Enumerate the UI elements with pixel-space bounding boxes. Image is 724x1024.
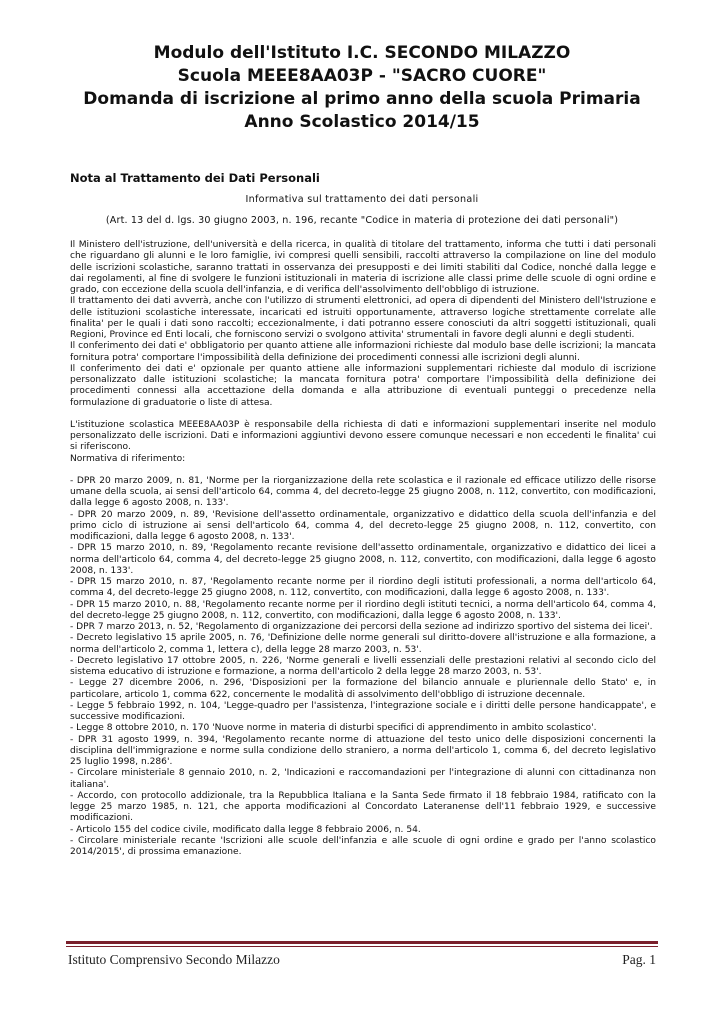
reference-item: - DPR 31 agosto 1999, n. 394, 'Regolamento recante norme di attuazione del testo unico delle disposizioni concernenti la disciplina dell'immigrazione e norme sulla condizione dello straniero, a norma dell'articolo 1, comma 6, del decreto legislativo 25 luglio 1998, n.286'. xyxy=(70,734,656,767)
privacy-notice-article: (Art. 13 del d. lgs. 30 giugno 2003, n. 196, recante "Codice in materia di protezione dei dati personali") xyxy=(105,215,619,226)
footer-divider xyxy=(66,941,658,944)
document-body xyxy=(70,240,656,858)
reference-item: - DPR 20 marzo 2009, n. 81, 'Norme per la riorganizzazione della rete scolastica e il razionale ed efficace utilizzo delle risorse umane della scuola, ai sensi dell'articolo 64, comma 4, del decreto-legge 25 giugno 2008, n. 112, convertito, con modificazioni, dalla legge 6 agosto 2008, n. 133'. xyxy=(70,475,656,509)
section-heading: Nota al Trattamento dei Dati Personali xyxy=(70,171,320,185)
reference-item: - DPR 20 marzo 2009, n. 89, 'Revisione dell'assetto ordinamentale, organizzativo e didattico della scuola dell'infanzia e del primo ciclo di istruzione ai sensi dell'articolo 64, comma 4, del decreto-legge 25 giugno 2008, n. 112, convertito, con modificazioni, dalla legge 6 agosto 2008, n. 133'. xyxy=(70,509,656,542)
reference-item: - DPR 15 marzo 2010, n. 89, 'Regolamento recante revisione dell'assetto ordinamentale, organizzativo e didattico dei licei a norma dell'articolo 64, comma 4, del decreto-legge 25 giugno 2008, n. 112, convertito, con modificazioni, dalla legge 6 agosto 2008, n. 133'. xyxy=(70,543,656,576)
header-school-year: Anno Scolastico 2014/15 xyxy=(244,112,480,132)
paragraph-ministry: Il Ministero dell'istruzione, dell'università e della ricerca, in qualità di titolare del trattamento, informa che tutti i dati personali che riguardano gli alunni e le loro famiglie, ivi compresi quelli sensibili, raccolti attraverso la compilazione on line del modulo delle iscrizioni scolastiche, saranno trattati in osservanza dei presupposti e dei limiti stabiliti dal Codice, nonché dalla legge e dai regolamenti, al fine di svolgere le funzioni istituzionali in materia di iscrizione alle classi prime delle scuole di ogni ordine e grado, con eccezione della scuola dell'infanzia, e di verifica dell'assolvimento dell'obbligo di istruzione. xyxy=(70,240,656,295)
reference-item: - DPR 15 marzo 2010, n. 87, 'Regolamento recante norme per il riordino degli istituti professionali, a norma dell'articolo 64, comma 4, del decreto-legge 25 giugno 2008, n. 112, convertito, con modificazioni, dalla legge 6 agosto 2008, n. 133'. xyxy=(70,577,656,599)
footer-institute-name: Istituto Comprensivo Secondo Milazzo xyxy=(68,952,280,967)
reference-item: - Articolo 155 del codice civile, modificato dalla legge 8 febbraio 2006, n. 54. xyxy=(70,824,421,835)
spacer xyxy=(70,409,656,420)
reference-item: - DPR 7 marzo 2013, n. 52, 'Regolamento di organizzazione dei percorsi della sezione ad indirizzo sportivo del sistema dei licei'. xyxy=(70,622,653,632)
reference-item: - Legge 5 febbraio 1992, n. 104, 'Legge-quadro per l'assistenza, l'integrazione sociale e i diritti delle persone handicappate', e successive modificazioni. xyxy=(70,700,656,722)
reference-item: - DPR 15 marzo 2010, n. 88, 'Regolamento recante norme per il riordino degli istituti tecnici, a norma dell'articolo 64, comma 4, del decreto-legge 25 giugno 2008, n. 112, convertito, con modificazioni, dalla legge 6 agosto 2008, n. 133'. xyxy=(70,599,656,621)
document-header xyxy=(60,42,664,134)
header-school-code: Scuola MEEE8AA03P - "SACRO CUORE" xyxy=(177,66,547,86)
reference-item: - Legge 8 ottobre 2010, n. 170 'Nuove norme in materia di disturbi specifici di apprendimento in ambito scolastico'. xyxy=(70,723,597,734)
paragraph-mandatory-data: Il conferimento dei dati e' obbligatorio per quanto attiene alle informazioni richieste dal modulo base delle iscrizioni; la mancata fornitura potra' comportare l'impossibilità della definizione dei procedimenti connessi alle iscrizioni degli alunni. xyxy=(70,341,656,363)
reference-item: - Decreto legislativo 15 aprile 2005, n. 76, 'Definizione delle norme generali sul diritto-dovere all'istruzione e alla formazione, a norma dell'articolo 2, comma 1, lettera c), della legge 28 marzo 2003, n. 53'. xyxy=(70,633,656,655)
header-school-module: Modulo dell'Istituto I.C. SECONDO MILAZZO xyxy=(153,43,571,63)
reference-item: - Accordo, con protocollo addizionale, tra la Repubblica Italiana e la Santa Sede firmato il 18 febbraio 1984, ratificato con la legge 25 marzo 1985, n. 121, che apporta modificazioni al Concordato Lateranense dell'11 febbraio 1929, e successive modificazioni. xyxy=(70,790,656,824)
footer-page-number: Pag. 1 xyxy=(622,952,656,967)
paragraph-school-responsibility: L'istituzione scolastica MEEE8AA03P è responsabile della richiesta di dati e informazioni supplementari inserite nel modulo personalizzato delle iscrizioni. Dati e informazioni aggiuntivi devono essere comunque necessari e non eccedenti le finalita' cui si riferiscono. xyxy=(70,419,656,453)
reference-item: - Decreto legislativo 17 ottobre 2005, n. 226, 'Norme generali e livelli essenziali delle prestazioni relativi al secondo ciclo del sistema educativo di istruzione e formazione, a norma dell'articolo 2 della legge 28 marzo 2003, n. 53'. xyxy=(70,655,656,677)
spacer xyxy=(70,465,656,476)
references-label: Normativa di riferimento: xyxy=(70,453,186,464)
paragraph-optional-data: Il conferimento dei dati e' opzionale per quanto attiene alle informazioni supplementari richieste dal modulo di iscrizione personalizzato dalle istituzioni scolastiche; la mancata fornitura potra' comportare l'impossibilità della definizione dei procedimenti connessi alla accettazione della domanda e alla attribuzione di eventuali punteggi o precedenze nella formulazione di graduatorie o liste di attesa. xyxy=(70,363,656,408)
footer-divider-thin xyxy=(66,946,658,947)
reference-item: - Circolare ministeriale recante 'Iscrizioni alle scuole dell'infanzia e alle scuole di ogni ordine e grado per l'anno scolastico 2014/2015', di prossima emanazione. xyxy=(70,835,656,857)
header-application-title: Domanda di iscrizione al primo anno della scuola Primaria xyxy=(83,89,641,109)
privacy-notice-title: Informativa sul trattamento dei dati personali xyxy=(245,194,479,205)
reference-item: - Circolare ministeriale 8 gennaio 2010, n. 2, 'Indicazioni e raccomandazioni per l'integrazione di alunni con cittadinanza non italiana'. xyxy=(70,768,656,790)
paragraph-processing: Il trattamento dei dati avverrà, anche con l'utilizzo di strumenti elettronici, ad opera di dipendenti del Ministero dell'Istruzione e delle istituzioni scolastiche interessate, incaricati ed istruiti opportunamente, attraverso logiche strettamente correlate alle finalita' per le quali i dati sono raccolti; eccezionalmente, i dati potranno essere conosciuti da altri soggetti istituzionali, quali Regioni, Province ed Enti locali, che forniscono servizi o svolgono attivita' strumentali in favore degli alunni e degli studenti. xyxy=(70,296,656,340)
reference-item: - Legge 27 dicembre 2006, n. 296, 'Disposizioni per la formazione del bilancio annuale e pluriennale dello Stato' e, in particolare, articolo 1, comma 622, concernente le modalità di assolvimento dell'obbligo di istruzione decennale. xyxy=(70,678,656,700)
